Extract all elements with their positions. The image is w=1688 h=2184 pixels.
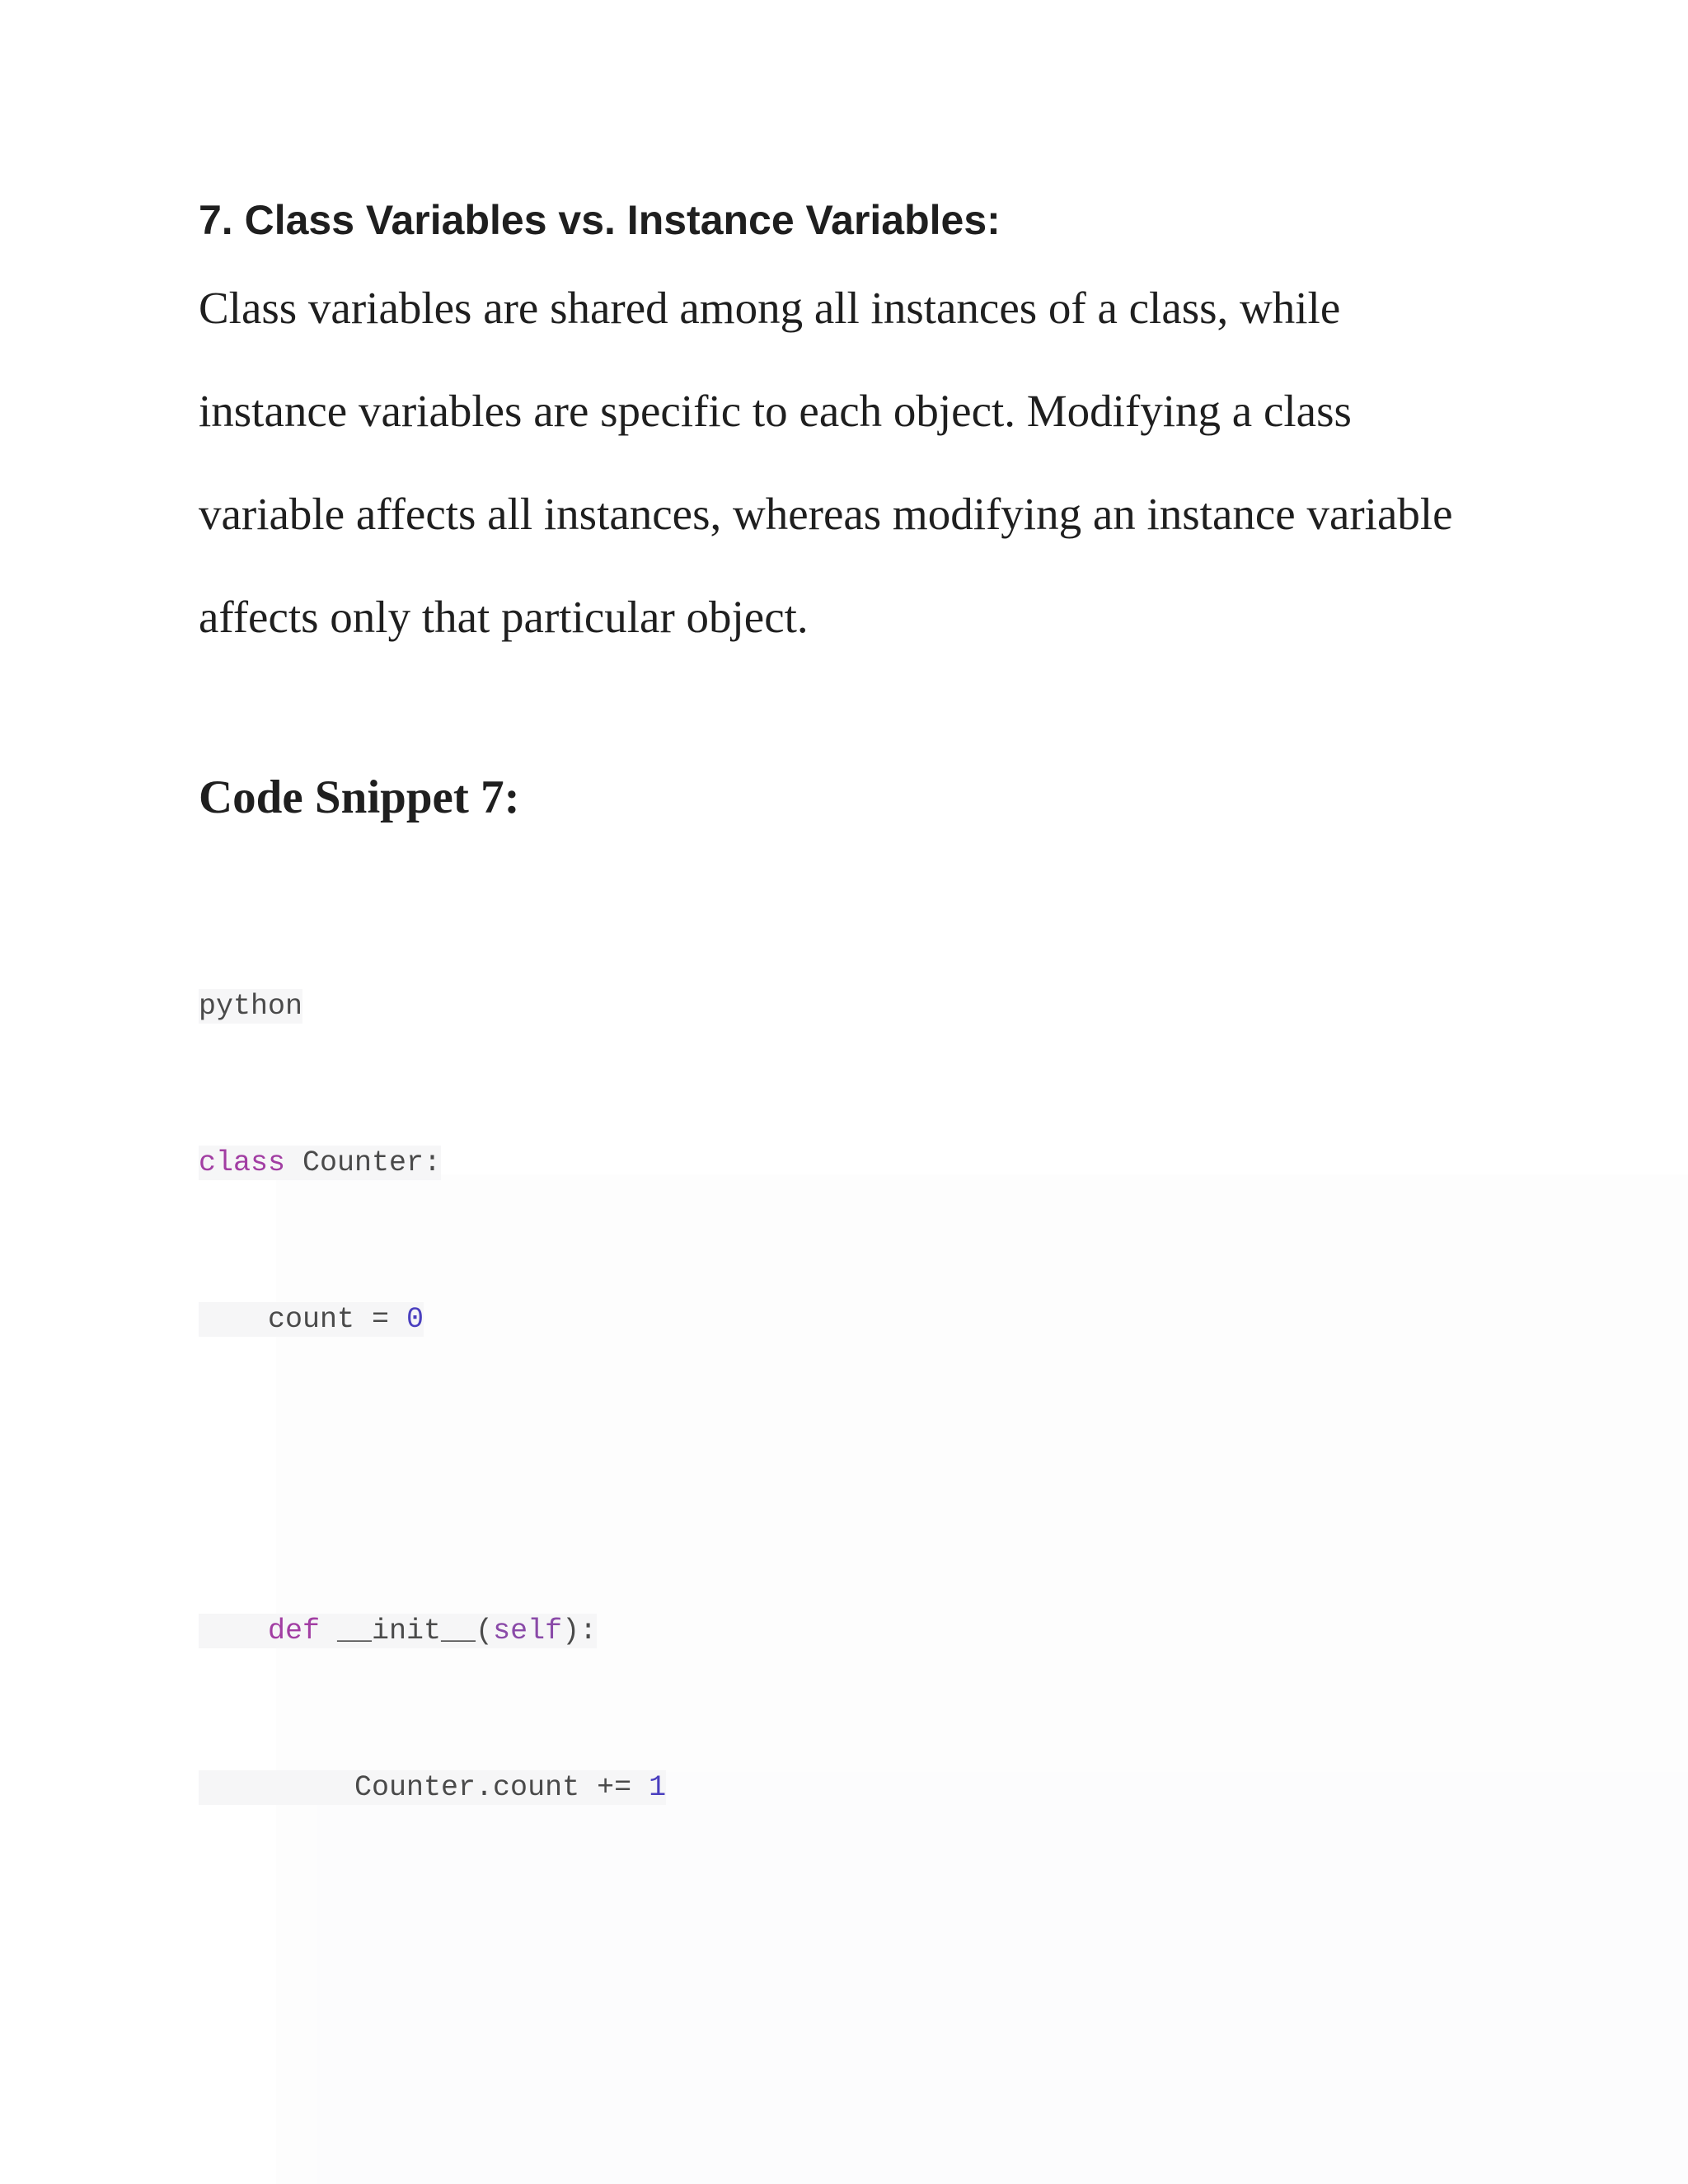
- code-language-label: python: [199, 990, 303, 1023]
- indent: [199, 1303, 268, 1336]
- increment-expr: Counter.count +=: [354, 1771, 649, 1804]
- keyword-self: self: [493, 1615, 563, 1647]
- section-paragraph: [199, 272, 1484, 684]
- indent: [199, 1615, 268, 1647]
- init-close: ):: [562, 1615, 598, 1647]
- count-assign: count =: [268, 1303, 407, 1336]
- class-name: Counter:: [285, 1146, 442, 1179]
- paragraph-line: Class variables are shared among all instances of a class, while: [199, 283, 1341, 333]
- code-line-class: [199, 1146, 441, 1180]
- increment-value: 1: [649, 1771, 667, 1804]
- snippet-heading: Code Snippet 7:: [199, 771, 520, 823]
- keyword-class: class: [199, 1146, 286, 1179]
- paragraph-line: instance variables are specific to each object. Modifying a class: [199, 386, 1352, 436]
- keyword-def: def: [268, 1615, 321, 1647]
- init-name: __init__(: [320, 1615, 494, 1647]
- paragraph-line: variable affects all instances, whereas modifying an instance variable: [199, 489, 1453, 539]
- paragraph-line: affects only that particular object.: [199, 592, 809, 642]
- section-heading: 7. Class Variables vs. Instance Variables:: [199, 197, 1001, 243]
- count-value: 0: [406, 1303, 424, 1336]
- code-line-def: [199, 1614, 597, 1648]
- code-block-background-inner: [316, 1772, 1688, 2184]
- code-line-count: [199, 1302, 424, 1337]
- indent: [199, 1771, 354, 1804]
- code-line-increment: [199, 1770, 666, 1805]
